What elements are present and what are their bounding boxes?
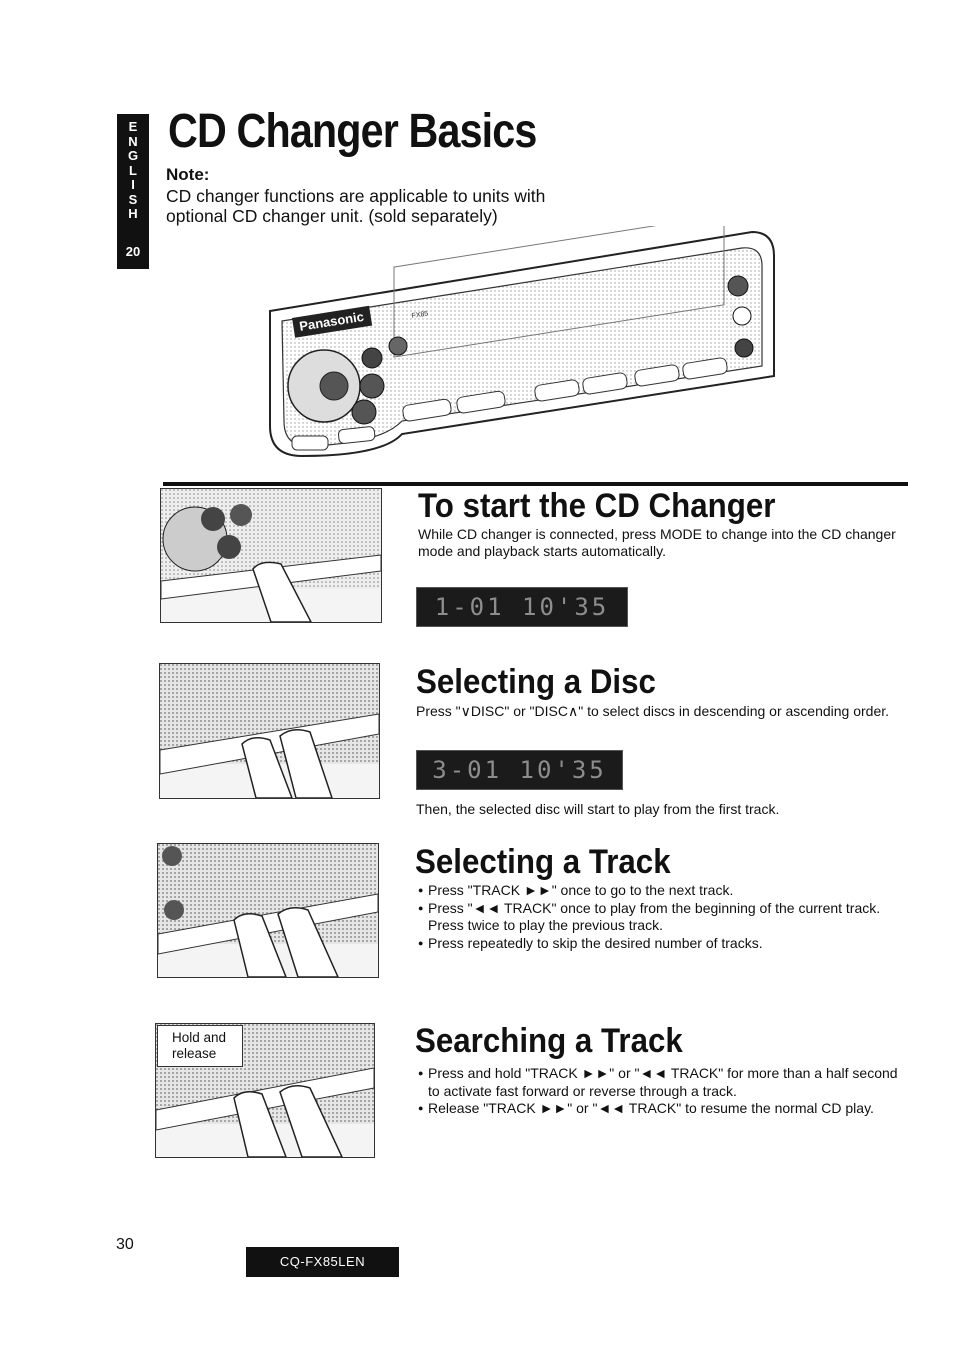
language-tab bbox=[117, 114, 149, 269]
lcd-readout: 3-01 10'35 bbox=[432, 756, 607, 784]
lcd-display-disc bbox=[416, 750, 623, 790]
list-item: ● Press repeatedly to skip the desired number of tracks. bbox=[418, 935, 908, 953]
photo-mode-button-press bbox=[160, 488, 382, 623]
section-after-disc: Then, the selected disc will start to play from the first track. bbox=[416, 801, 780, 817]
note-text: CD changer functions are applicable to units with optional CD changer unit. (sold separately) bbox=[166, 186, 546, 226]
page-title: CD Changer Basics bbox=[168, 105, 537, 158]
section-heading-start: To start the CD Changer bbox=[418, 487, 776, 525]
section-bullets-search bbox=[418, 1065, 908, 1118]
note-label: Note: bbox=[166, 165, 210, 184]
section-heading-track: Selecting a Track bbox=[415, 843, 671, 881]
list-item: ● Release "TRACK ►►" or "◄◄ TRACK" to resume the normal CD play. bbox=[418, 1100, 908, 1118]
model-strip: FX85 bbox=[411, 310, 429, 320]
photo-disc-button-press bbox=[159, 663, 380, 799]
list-item: ● Press "◄◄ TRACK" once to play from the beginning of the current track. Press twice to play the previous track. bbox=[418, 900, 908, 935]
model-number-badge: CQ-FX85LEN bbox=[246, 1247, 399, 1277]
photo-track-button-press bbox=[157, 843, 379, 978]
section-heading-search: Searching a Track bbox=[415, 1022, 683, 1060]
section-divider bbox=[163, 482, 908, 486]
language-tab-letters: E N G L I S H bbox=[127, 119, 139, 221]
lcd-readout: 1-01 10'35 bbox=[434, 593, 610, 621]
lcd-display-start bbox=[416, 587, 628, 627]
section-bullets-track bbox=[418, 882, 908, 952]
list-item: ● Press and hold "TRACK ►►" or "◄◄ TRACK" for more than a half second to activate fast forward or reverse through a track. bbox=[418, 1065, 908, 1100]
photo-label-hold-release: Hold and release bbox=[157, 1025, 243, 1067]
svg-text:Panasonic: Panasonic bbox=[298, 308, 365, 334]
list-item: ● Press "TRACK ►►" once to go to the next track. bbox=[418, 882, 908, 900]
car-stereo-illustration bbox=[262, 226, 782, 462]
section-body-start: While CD changer is connected, press MODE to change into the CD changer mode and playback starts automatically. bbox=[418, 526, 896, 559]
section-body-disc: Press "∨DISC" or "DISC∧" to select discs in descending or ascending order. bbox=[416, 703, 890, 719]
language-tab-number: 20 bbox=[125, 244, 141, 259]
page-number: 30 bbox=[116, 1236, 134, 1253]
section-heading-disc: Selecting a Disc bbox=[416, 663, 656, 701]
